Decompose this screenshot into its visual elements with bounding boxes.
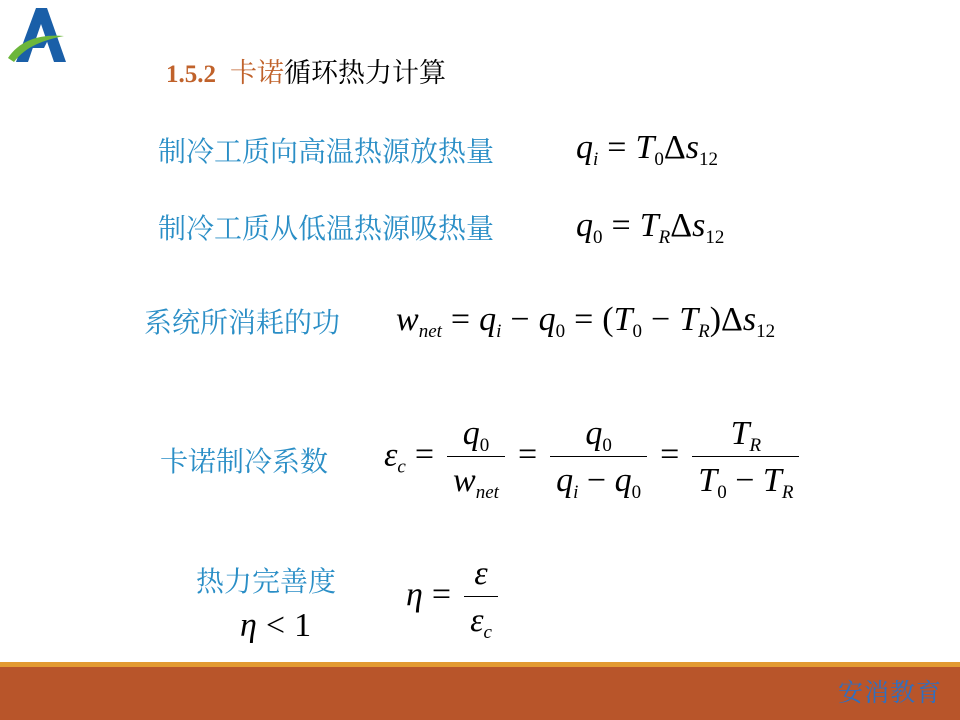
efficiency-bound: η < 1 <box>240 607 312 644</box>
efficiency-formula: η = $\frac{\varepsilon}{\varepsilon_c}$ <box>406 556 502 639</box>
heat-release-formula: $q_i = T_0\Delta s_{12}$ <box>576 129 718 170</box>
heat-release-label: 制冷工质向高温热源放热量 <box>158 135 495 168</box>
section-title-rest: 循环热力计算 <box>284 58 446 89</box>
section-heading <box>166 56 446 93</box>
efficiency-label: 热力完善度 <box>196 565 337 598</box>
logo-icon <box>6 6 66 64</box>
footer-bar <box>0 667 960 720</box>
footer-brand: 安消教育 <box>837 678 942 707</box>
heat-absorb-formula: $q_0 = T_R\Delta s_{12}$ <box>576 207 725 248</box>
cop-formula: $\varepsilon_c$ = $\frac{q_0}{w_{net}}$ = $\frac{q_0}{q_i - q_0}$ = $\frac{T_R}{T_0 - T_R}$ <box>384 416 803 499</box>
section-number: 1.5.2 <box>166 61 216 88</box>
section-title-highlight: 卡诺 <box>230 58 284 89</box>
cop-label: 卡诺制冷系数 <box>160 445 329 478</box>
work-formula: $w_{net} = q_i - q_0 = (T_0 - T_R)\Delta s_{12}$ <box>396 301 776 342</box>
heat-absorb-label: 制冷工质从低温热源吸热量 <box>158 212 495 245</box>
work-label: 系统所消耗的功 <box>144 306 341 339</box>
